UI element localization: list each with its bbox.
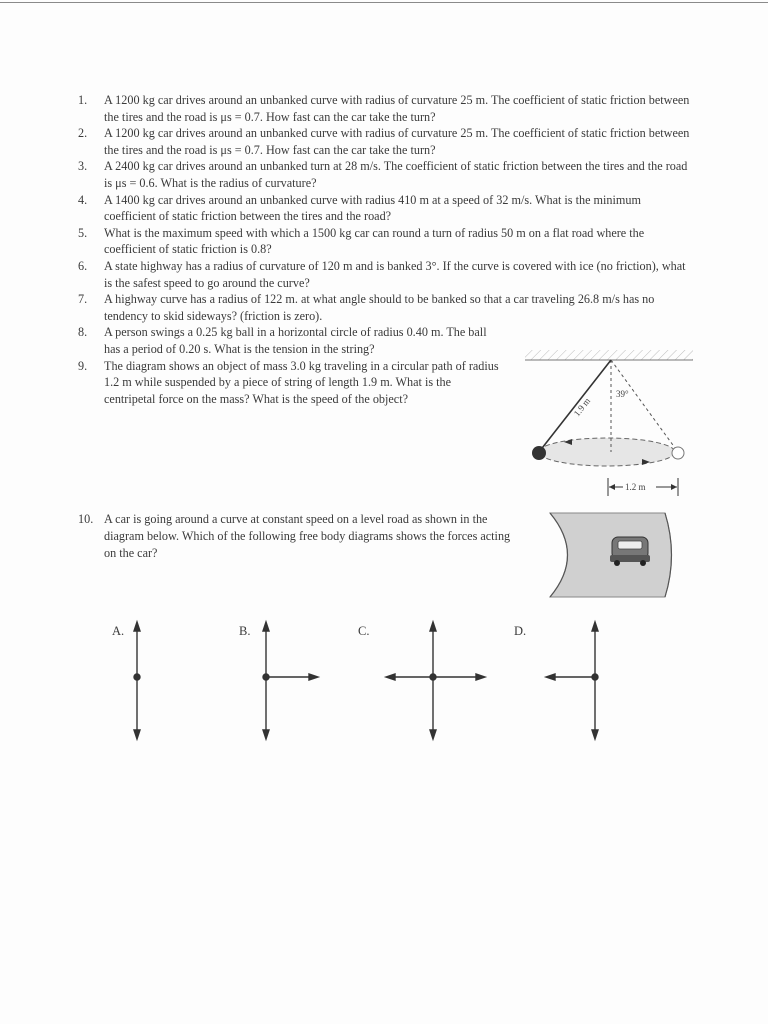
problem-text: A state highway has a radius of curvature of 120 m and is banked 3°. If the curve is covered with ice (no friction), what is the safest speed to go around the curve? bbox=[104, 258, 686, 290]
option-label-c: C. bbox=[358, 624, 370, 638]
problem-number: 2. bbox=[78, 126, 88, 141]
problem-text: A 2400 kg car drives around an unbanked turn at 28 m/s. The coefficient of static friction between the tires and the road is μs = 0.6. What is the radius of curvature? bbox=[104, 159, 688, 190]
problem-number: 3. bbox=[78, 159, 88, 174]
problem-number: 6. bbox=[78, 258, 88, 273]
problem-number: 4. bbox=[78, 192, 88, 207]
problem-text: A 1400 kg car drives around an unbanked curve with radius 410 m at a speed of 32 m/s. What is the minimum coefficient of static friction between the tires and the road? bbox=[104, 192, 641, 224]
problem-number: 9. bbox=[78, 358, 88, 373]
problem-text: The diagram shows an object of mass 3.0 kg traveling in a circular path of radius 1.2 m while suspended by a piece of string of length 1.9 m. What is the centripetal force on the mass? What is the speed of the object? bbox=[104, 358, 499, 406]
problem-text: A 1200 kg car drives around an unbanked curve with radius of curvature 25 m. The coefficient of static friction between the tires and the road is μs = 0.7. How fast can the car take the turn? bbox=[104, 93, 690, 124]
problem-number: 7. bbox=[78, 292, 88, 307]
problem-text: A person swings a 0.25 kg ball in a horizontal circle of radius 0.40 m. The ball has a period of 0.20 s. What is the tension in the string? bbox=[104, 325, 487, 356]
option-label-b: B. bbox=[239, 624, 251, 638]
fbd-b bbox=[263, 622, 318, 739]
problem-number: 5. bbox=[78, 225, 88, 240]
fbd-d bbox=[546, 622, 598, 739]
string-length-label: 1.9 m bbox=[571, 395, 593, 419]
problem-number: 1. bbox=[78, 93, 88, 107]
problem-number: 8. bbox=[78, 325, 88, 340]
fbd-a bbox=[134, 622, 140, 739]
fbd-c bbox=[386, 622, 485, 739]
angle-label: 39° bbox=[616, 389, 629, 399]
option-label-d: D. bbox=[514, 624, 527, 638]
radius-label: 1.2 m bbox=[625, 482, 646, 492]
problem-number: 10. bbox=[78, 512, 94, 526]
problem-text: What is the maximum speed with which a 1500 kg car can round a turn of radius 50 m on a flat road where the coefficient of static friction is 0.8? bbox=[104, 225, 645, 257]
problem-text: A 1200 kg car drives around an unbanked curve with radius of curvature 25 m. The coefficient of static friction between the tires and the road is μs = 0.7. How fast can the car take the turn? bbox=[104, 126, 690, 157]
problem-text: A car is going around a curve at constant speed on a level road as shown in the diagram below. Which of the following free body diagrams shows the forces acting on the car? bbox=[104, 512, 511, 560]
option-label-a: A. bbox=[112, 624, 125, 638]
problem-text: A highway curve has a radius of 122 m. at what angle should to be banked so that a car traveling 26.8 m/s has no tendency to skid sideways? (friction is zero). bbox=[104, 292, 655, 323]
